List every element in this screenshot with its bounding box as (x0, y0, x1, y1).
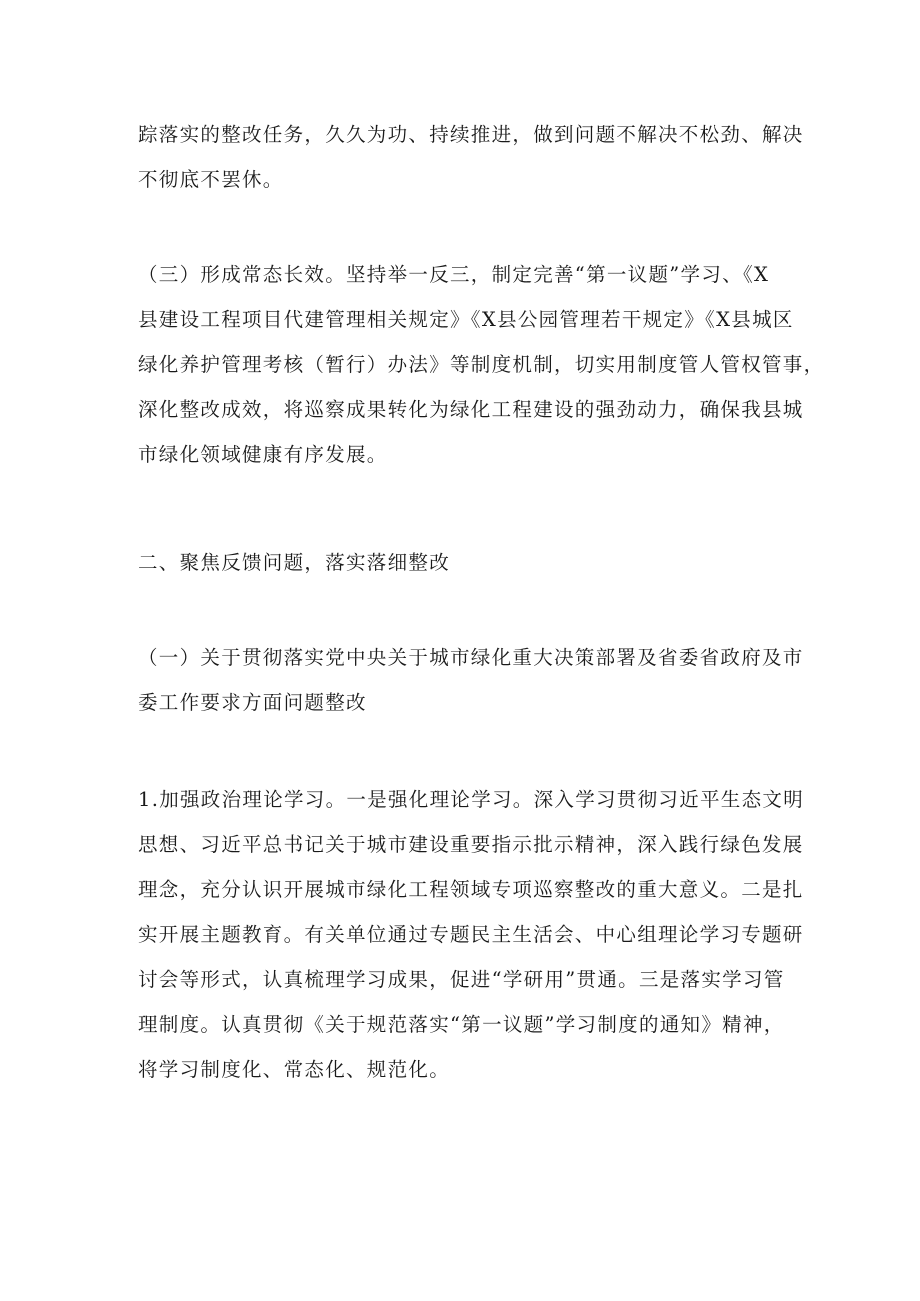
text-line: 县建设工程项目代建管理相关规定》《X县公园管理若干规定》《X县城区 (138, 308, 794, 331)
text-line: 1.加强政治理论学习。一是强化理论学习。深入学习贯彻习近平生态文明 (138, 788, 805, 811)
text-line: 思想、习近平总书记关于城市建设重要指示批示精神，深入践行绿色发展 (138, 833, 804, 856)
text-line: 实开展主题教育。有关单位通过专题民主生活会、中心组理论学习专题研 (138, 923, 804, 946)
text-line: 委工作要求方面问题整改 (138, 691, 367, 714)
paragraph-long-term-mechanism (138, 252, 825, 477)
section-heading-2 (138, 540, 788, 585)
text-line: 理念，充分认识开展城市绿化工程领域专项巡察整改的重大意义。二是扎 (138, 878, 804, 901)
paragraph-rectification-continuation (138, 112, 804, 202)
text-line: 二、聚焦反馈问题，落实落细整改 (138, 551, 451, 574)
text-line: 深化整改成效，将巡察成果转化为绿化工程建设的强劲动力，确保我县城 (138, 398, 804, 421)
text-line: （一）关于贯彻落实党中央关于城市绿化重大决策部署及省委省政府及市 (138, 646, 804, 669)
text-line: 将学习制度化、常态化、规范化。 (138, 1058, 451, 1081)
text-line: 绿化养护管理考核（暂行）办法》等制度机制，切实用制度管人管权管事， (138, 353, 825, 376)
text-line: 踪落实的整改任务，久久为功、持续推进，做到问题不解决不松劲、解决 (138, 123, 804, 146)
text-line: （三）形成常态长效。坚持举一反三，制定完善“第一议题”学习、《X (138, 263, 770, 286)
text-line: 不彻底不罢休。 (138, 168, 284, 191)
paragraph-political-theory-study (138, 777, 805, 1092)
subsection-heading-1 (138, 635, 804, 725)
text-line: 理制度。认真贯彻《关于规范落实“第一议题”学习制度的通知》精神， (138, 1013, 785, 1036)
text-line: 市绿化领域健康有序发展。 (138, 443, 388, 466)
text-line: 讨会等形式，认真梳理学习成果，促进“学研用”贯通。三是落实学习管 (138, 968, 785, 991)
